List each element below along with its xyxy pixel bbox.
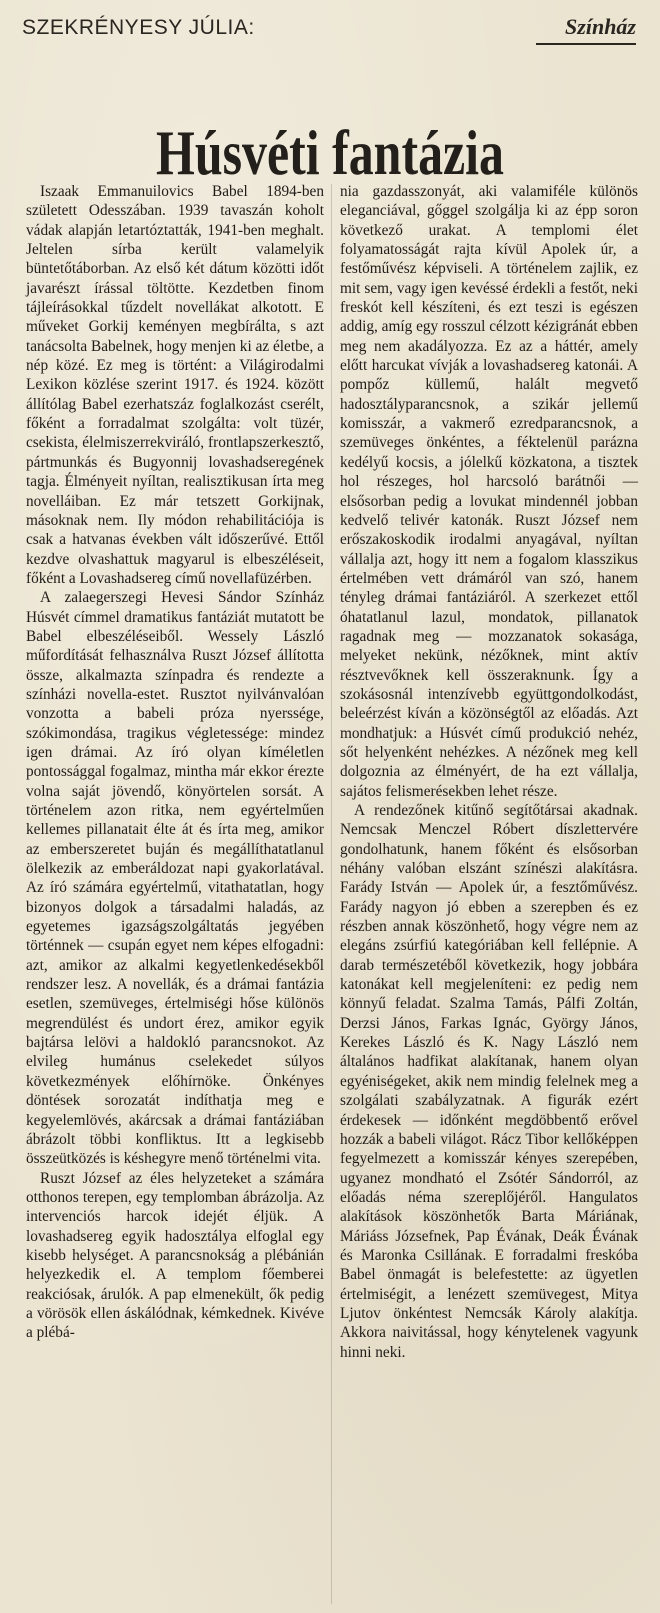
- column-left: [26, 182, 324, 1362]
- paragraph: nia gazdasszonyát, aki valamiféle különös eleganciával, gőggel szolgálja ki az épp soron következő urakat. A templomi élet folyamatosságát rajta kívül Apolek úr, a festőművész képviseli. A történelem zajlik, ez mit sem, vagy igen kevéssé érdekli a festőt, neki freskót kell készíteni, és ezt teszi is egészen addig, amíg egy rosszul célzott kézigránát ebben meg nem akadályozza. Ez az a háttér, amely előtt harcukat vívják a lovashadsereg katonái. A pompőz küllemű, halált megvető hadosztályparancsnok, a szikár jellemű komisszár, a vakmerő ezredparancsnok, a szemüveges önkéntes, a féktelenül parázna kedélyű kocsis, a jólelkű közkatona, a tisztek hol részeges, hol harcsoló barátnői — elsősorban pedig a lovukat mindennél jobban kedvelő telivér katonák. Ruszt József nem erőszakoskodik irodalmi anyagával, nyíltan vállalja azt, hogy itt nem a fogalom klasszikus értelmében vett drámáról van szó, hanem tényleg drámai fantáziáról. A szerkezet ettől óhatatlanul lazul, mondatok, pillanatok ragadnak meg — mozzanatok sokasága, melyeket nekünk, nézőknek, mint aktív résztvevőknek kell összeraknunk. Így a szokásosnál intenzívebb együttgondolkodást, beleérzést kíván a közönségtől az előadás. Azt mondhatjuk: a Húsvét című produkció nehéz, sőt helyenként nehézkes. A nézőnek meg kell dolgoznia az élményért, de ha ezt vállalja, sajátos felismerésekben lehet része.: [340, 183, 638, 800]
- paragraph: Ruszt József az éles helyzeteket a számára otthonos terepen, egy templomban ábrázolja. Az intervenciós harcok idejét éljük. A lovashadsereg egyik hadosztálya elfoglal egy kisebb helységet. A parancsnokság a plébánián helyezkedik el. A templom főemberei reakciósak, árulók. A pap elmenekült, ők pedig a vörösök ellen áskálódnak, kémkednek. Kivéve a plébá-: [26, 1169, 324, 1342]
- article-body: [26, 182, 638, 1362]
- author-byline: SZEKRÉNYESY JÚLIA:: [22, 16, 255, 39]
- column-right: [340, 182, 638, 1362]
- paragraph: A zalaegerszegi Hevesi Sándor Színház Húsvét címmel dramatikus fantáziát mutatott be Babel elbeszéléseiből. Wessely László műfordítását felhasználva Ruszt József állította össze, alkalmazta színpadra és rendezte a színházi novella-estet. Rusztot nyilvánvalóan vonzotta a babeli próza nyerssége, szókimondása, tragikus végletessége: mindez igen drámai. Az író olyan kíméletlen pontossággal fogalmaz, mintha már ekkor érezte volna saját jövendő, könyörtelen sorsát. A történelem azon ritka, nem egyértelműen kellemes pillanatait élte át és írta meg, amikor az emberszeretet buján és megállíthatatlanul ölelkezik az emberáldozat napi gyakorlatával. Az író számára egyértelmű, vitathatatlan, hogy bizonyos dolgok a társadalmi haladás, az egyetemes igazságszolgáltatás jegyében történnek — csupán egyet nem képes elfogadni: azt, amikor az alkalmi kegyetlenkedésekből rendszer lesz. A novellák, és a drámai fantázia esetlen, szemüveges, értelmiségi hőse különös megrendülést és undort érez, amikor egyik bajtársa lelövi a haldokló parancsnokot. Az elvileg humánus cselekedet súlyos következmények előhírnöke. Önkényes döntések sorozatát indíthatja meg e kegyelemlövés, akárcsak a drámai fantáziában ábrázolt többi konfliktus. Itt a legkisebb összeütközés is késhegyre menő történelmi vita.: [26, 589, 324, 1168]
- paragraph: A rendezőnek kitűnő segítőtársai akadnak. Nemcsak Menczel Róbert díszlettervére gondolhatunk, hanem főként és elsősorban néhány valóban elszánt színészi alakításra. Farády István — Apolek úr, a fesztőművész. Farády nagyon jó ebben a szerepben és ez részben annak köszönhető, hogy végre nem az elegáns zsúrfiú kategóriában kell fellépnie. A darab természetéből következik, hogy jobbára katonákat kell megjeleníteni: ez pedig nem könnyű feladat. Szalma Tamás, Pálfi Zoltán, Derzsi János, Farkas Ignác, György János, Kerekes László és K. Nagy László nem általános hadfikat alakítanak, hanem olyan egyéniségeket, akik nem mindig felelnek meg a szolgálati szabályzatnak. A figurák ezért érdekesek — időnként megdöbbentő erővel hozzák a babeli világot. Rácz Tibor kellőképpen fegyelmezett a komisszár kényes szerepében, ugyanez mondható el Zsótér Sándorról, az előadás néma szereplőjéről. Hangulatos alakítások köszönhetők Barta Máriának, Máriáss Józsefnek, Pap Évának, Deák Évának és Maronka Csillának. E forradalmi freskóba Babel önmagát is belefestette: az ügyetlen értelmiségit, a lenézett szemüvegest, Mitya Ljutov önkéntest Nemcsák Károly alakítja. Akkora naivitással, hogy kénytelenek vagyunk hinni neki.: [340, 802, 638, 1361]
- section-underline: [536, 43, 636, 45]
- paragraph: Iszaak Emmanuilovics Babel 1894-ben született Odesszában. 1939 tavaszán koholt vádak alapján letartóztatták, 1941-ben meghalt. Jeltelen sírba került valamelyik büntetőtáborban. Az első két dátum közötti időt javarészt írással töltötte. Kezdetben finom tájleírásokkal tűzdelt novellákat alkotott. E műveket Gorkij keményen megbírálta, s azt tanácsolta Babelnek, hogy menjen ki az életbe, a nép közé. Ez meg is történt: a Világirodalmi Lexikon közlése szerint 1917. és 1924. között állítólag Babel ezerhatszáz foglalkozást cserélt, főként a forradalmat szolgálta: volt tüzér, csekista, élelmiszerrekviráló, frontlapszerkesztő, pártmunkás és Bugyonnij lovashadseregének tagja. Élményeit nyíltan, realisztikusan írta meg novelláiban. Ez már tetszett Gorkijnak, másoknak nem. Ily módon rehabilitációja is csak a hatvanas években vált időszerűvé. Ettől kezdve olvashattuk magyarul is elbeszéléseit, főként a Lovashadsereg című novellafüzérben.: [26, 183, 324, 587]
- section-label: Színház: [565, 14, 636, 39]
- article-title: Húsvéti fantázia: [155, 116, 505, 188]
